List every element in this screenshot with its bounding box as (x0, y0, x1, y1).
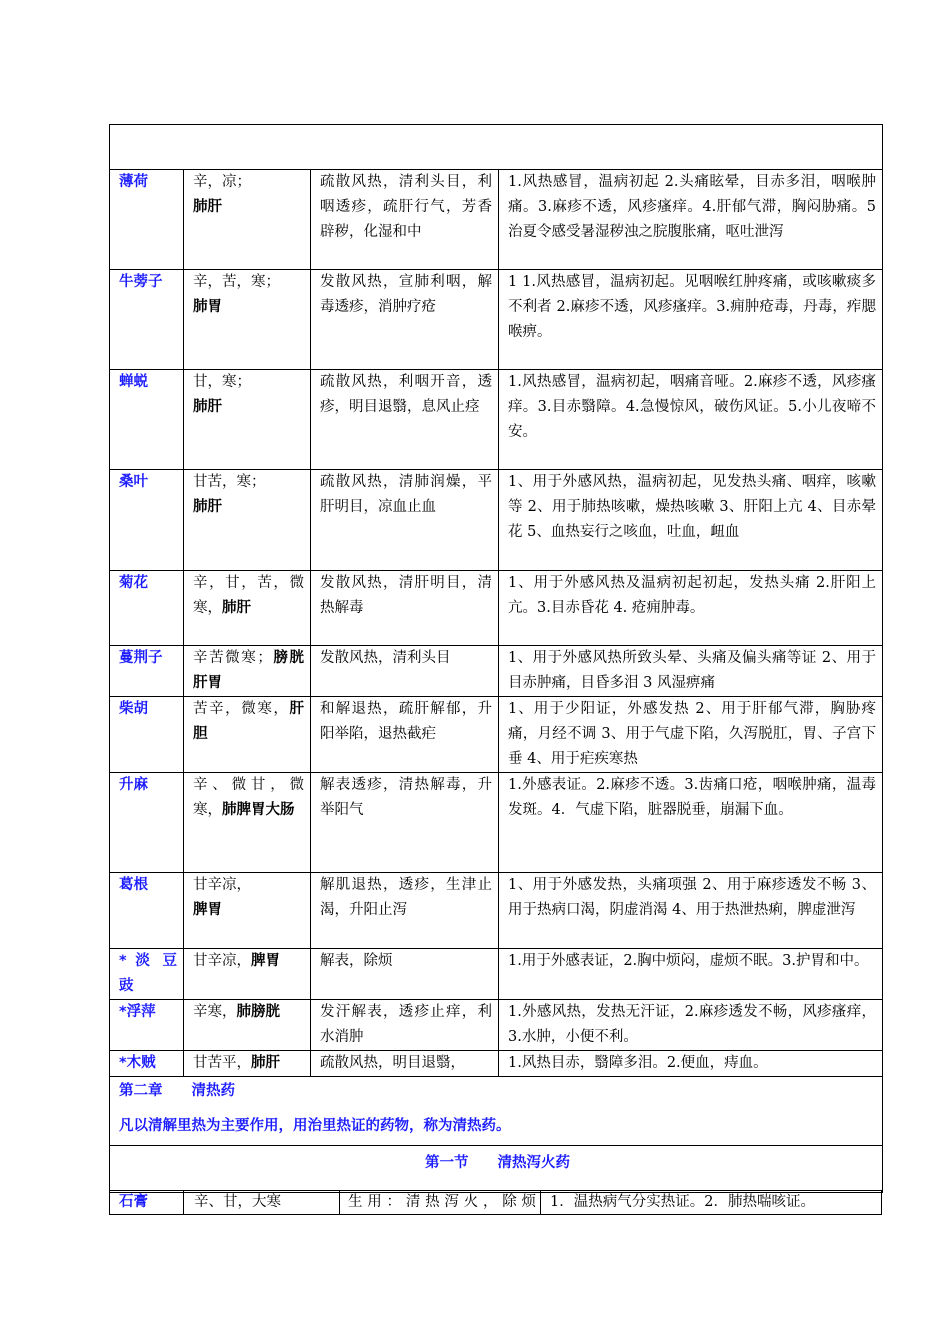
herb-effect: 疏散风热，清利头目，利咽透疹，疏肝行气，芳香辟秽，化湿和中 (311, 170, 499, 270)
herb-nature: 辛寒， (193, 1004, 237, 1020)
herb-name: 桑叶 (110, 470, 184, 571)
herb-nature: 辛、甘，大寒 (194, 1194, 281, 1210)
herb-meridian: 膀胱肝胃 (193, 650, 305, 691)
herb-nature: 辛、微甘，微寒， (193, 777, 304, 818)
herb-name: 柴胡 (110, 697, 184, 773)
herb-use: 1 1.风热感冒，温病初起。见咽喉红肿疼痛，或咳嗽痰多不利者 2.麻疹不透，风疹瘙痒。3.痈肿疮毒，丹毒，痄腮喉痹。 (499, 270, 883, 370)
herb-nature: 辛，凉； (193, 174, 251, 190)
table-row (110, 470, 883, 571)
table-row (110, 571, 883, 646)
herb-meridian: 肺肝 (193, 199, 222, 215)
herb-use: 1、用于少阳证，外感发热 2、用于肝郁气滞，胸胁疼痛，月经不调 3、用于气虚下陷，久泻脱肛，胃、子宫下垂 4、用于疟疾寒热 (499, 697, 883, 773)
herb-meridian: 脾胃 (193, 902, 222, 918)
herb-meridian: 肺肝 (222, 600, 251, 616)
herb-table (109, 124, 883, 1193)
table-row (110, 270, 883, 370)
herb-properties (184, 1051, 311, 1077)
herb-nature: 辛苦微寒； (193, 650, 272, 666)
herb-nature: 苦辛，微寒， (193, 701, 290, 717)
herb-meridian: 脾胃 (251, 953, 280, 969)
herb-properties (184, 646, 311, 697)
herb-properties (184, 170, 311, 270)
table-row (110, 1051, 883, 1077)
cell-divider (183, 1191, 184, 1214)
herb-name: 石膏 (119, 1194, 148, 1210)
herb-name: 葛根 (110, 873, 184, 949)
table-row (110, 949, 883, 1000)
section-title: 第一节 清热泻火药 (425, 1155, 570, 1171)
table-row (110, 170, 883, 270)
herb-nature: 甘苦，寒； (193, 474, 266, 490)
cell-divider (339, 1191, 340, 1214)
section-row (110, 1146, 883, 1193)
herb-use: 1、用于外感风热所致头晕、头痛及偏头痛等证 2、用于目赤肿痛，目昏多泪 3 风湿痹痛 (499, 646, 883, 697)
herb-meridian: 肝胆 (193, 701, 304, 742)
herb-effect: 解肌退热，透疹，生津止渴，升阳止泻 (311, 873, 499, 949)
herb-use: 1、用于外感风热及温病初起初起，发热头痛 2.肝阳上亢。3.目赤昏花 4. 疮痈肿毒。 (499, 571, 883, 646)
table-row (109, 1190, 882, 1215)
table-row (110, 697, 883, 773)
herb-nature: 甘苦平， (193, 1055, 251, 1071)
herb-name: 薄荷 (110, 170, 184, 270)
herb-use: 1、用于外感风热，温病初起，见发热头痛、咽痒，咳嗽等 2、用于肺热咳嗽，燥热咳嗽 3、肝阳上亢 4、目赤晕花 5、血热妄行之咳血，吐血，衄血 (499, 470, 883, 571)
herb-properties (184, 370, 311, 470)
herb-name: *木贼 (110, 1051, 184, 1077)
herb-properties (184, 773, 311, 873)
herb-effect: 解表，除烦 (311, 949, 499, 1000)
herb-effect: 疏散风热，利咽开音，透疹，明目退翳，息风止痉 (311, 370, 499, 470)
herb-effect: 发散风热，清利头目 (311, 646, 499, 697)
herb-meridian: 肺膀胱 (236, 1004, 280, 1020)
herb-properties (184, 470, 311, 571)
table-row (110, 873, 883, 949)
herb-use: 1、用于外感发热，头痛项强 2、用于麻疹透发不畅 3、用于热病口渴，阴虚消渴 4、用于热泄热痢，脾虚泄泻 (499, 873, 883, 949)
herb-effect: 发汗解表，透疹止痒，利水消肿 (311, 1000, 499, 1051)
herb-properties (184, 1000, 311, 1051)
herb-properties (184, 949, 311, 1000)
herb-effect: 疏散风热，清肺润燥，平肝明目，凉血止血 (311, 470, 499, 571)
cell-divider (540, 1191, 541, 1214)
herb-effect: 解表透疹，清热解毒，升举阳气 (311, 773, 499, 873)
herb-name: 牛蒡子 (110, 270, 184, 370)
herb-effect: 疏散风热，明目退翳， (311, 1051, 499, 1077)
herb-properties (184, 873, 311, 949)
herb-use: 1.用于外感表证，2.胸中烦闷，虚烦不眠。3.护胃和中。 (499, 949, 883, 1000)
chapter-definition: 凡以清解里热为主要作用，用治里热证的药物，称为清热药。 (119, 1118, 511, 1134)
herb-name: 蔓荆子 (110, 646, 184, 697)
herb-meridian: 肺肝 (251, 1055, 280, 1071)
herb-use: 1．温热病气分实热证。2．肺热喘咳证。 (550, 1194, 815, 1210)
herb-meridian: 肺脾胃大肠 (222, 802, 295, 818)
herb-use: 1.风热目赤，翳障多泪。2.便血，痔血。 (499, 1051, 883, 1077)
herb-use: 1.风热感冒，温病初起，咽痛音哑。2.麻疹不透，风疹瘙痒。3.目赤翳障。4.急慢惊风，破伤风证。5.小儿夜啼不安。 (499, 370, 883, 470)
herb-name: * 淡 豆豉 (110, 949, 184, 1000)
herb-effect: 生用：清热泻火，除烦 (348, 1194, 536, 1210)
herb-name: *浮萍 (110, 1000, 184, 1051)
herb-effect: 发散风热，清肝明目，清热解毒 (311, 571, 499, 646)
table-row (110, 646, 883, 697)
herb-nature: 辛，苦，寒； (193, 274, 280, 290)
herb-name: 蝉蜕 (110, 370, 184, 470)
herb-meridian: 肺肝 (193, 499, 222, 515)
herb-name: 菊花 (110, 571, 184, 646)
herb-nature: 甘辛凉， (193, 953, 251, 969)
chapter-title: 第二章 清热药 (119, 1083, 235, 1099)
herb-properties (184, 270, 311, 370)
table-row (110, 773, 883, 873)
herb-effect: 发散风热，宣肺利咽，解毒透疹，消肿疗疮 (311, 270, 499, 370)
herb-properties (184, 697, 311, 773)
herb-name: 升麻 (110, 773, 184, 873)
herb-use: 1.外感风热，发热无汗证，2.麻疹透发不畅，风疹瘙痒，3.水肿，小便不利。 (499, 1000, 883, 1051)
herb-effect: 和解退热，疏肝解郁，升阳举陷，退热截疟 (311, 697, 499, 773)
herb-nature: 甘辛凉， (193, 877, 251, 893)
herb-meridian: 肺胃 (193, 299, 222, 315)
herb-properties (184, 571, 311, 646)
herb-meridian: 肺肝 (193, 399, 222, 415)
herb-use: 1.风热感冒，温病初起 2.头痛眩晕，目赤多泪，咽喉肿痛。3.麻疹不透，风疹瘙痒。4.肝郁气滞，胸闷胁痛。5 治夏令感受暑湿秽浊之脘腹胀痛，呕吐泄泻 (499, 170, 883, 270)
table-row (110, 370, 883, 470)
herb-nature: 辛，甘，苦，微寒， (193, 575, 304, 616)
header-row (110, 125, 883, 170)
herb-use: 1.外感表证。2.麻疹不透。3.齿痛口疮，咽喉肿痛，温毒发斑。4．气虚下陷，脏器脱垂，崩漏下血。 (499, 773, 883, 873)
table-row (110, 1000, 883, 1051)
chapter-row (110, 1077, 883, 1146)
herb-nature: 甘，寒； (193, 374, 251, 390)
